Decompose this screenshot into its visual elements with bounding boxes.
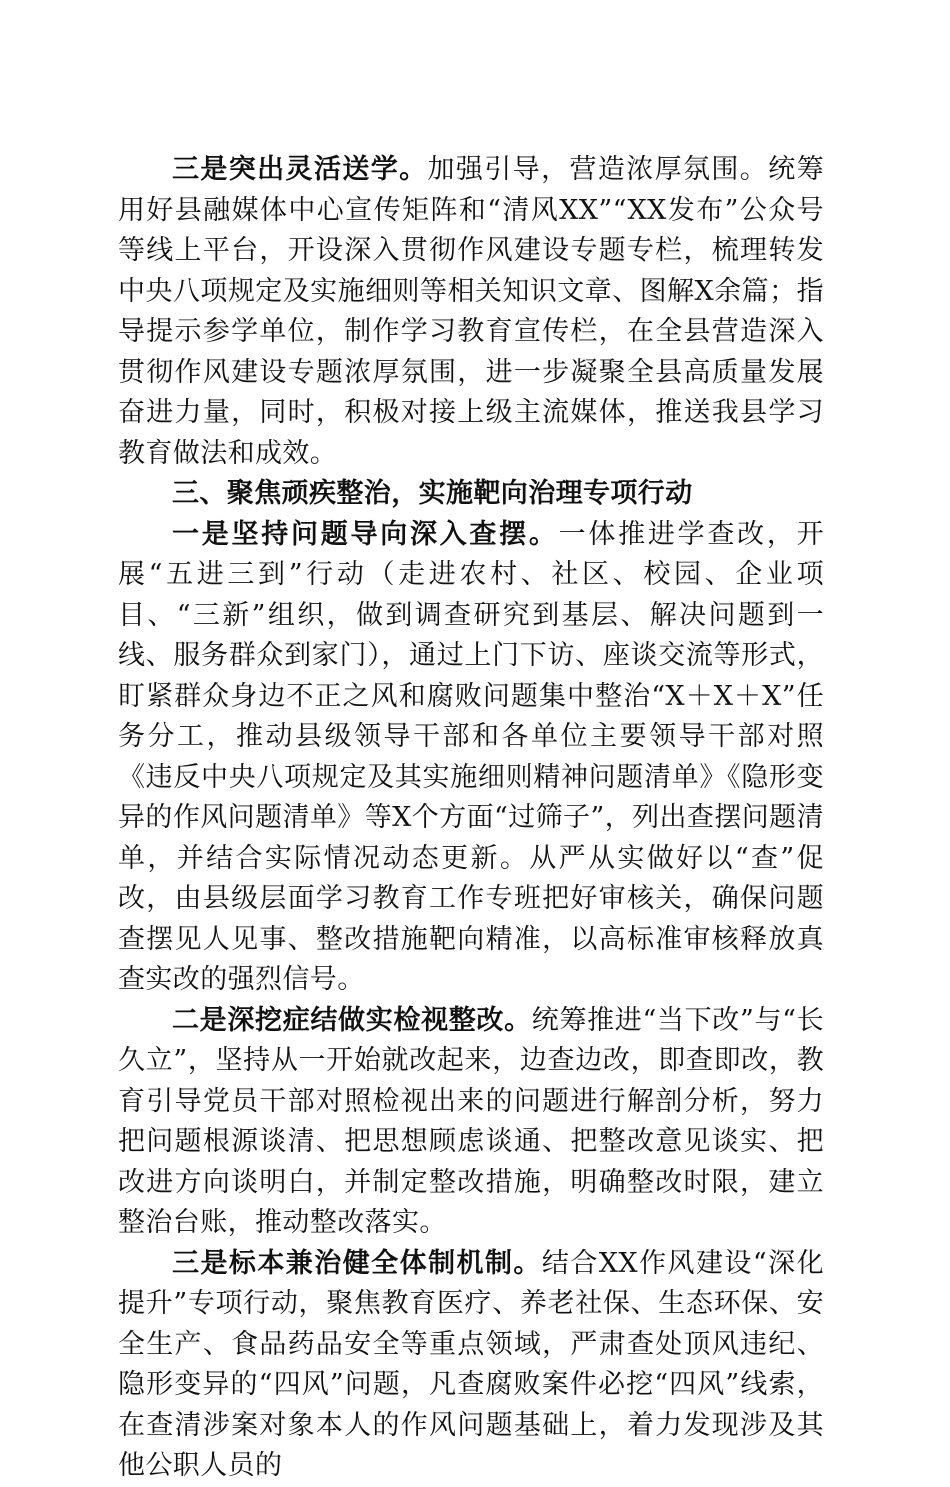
paragraph-rectification (118, 1001, 824, 1244)
paragraph-body: 结合XX作风建设“深化提升”专项行动，聚焦教育医疗、养老社保、生态环保、安全生产、食品药品安全等重点领域，严肃查处顶风违纪、隐形变异的“四风”问题，凡查腐败案件必挖“四风”线索，在查清涉案对象本人的作风问题基础上，着力发现涉及其他公职人员的 (118, 1247, 824, 1481)
document-page (118, 150, 824, 1487)
paragraph-mechanism (118, 1244, 824, 1487)
paragraph-body: 统筹推进“当下改”与“长久立”，坚持从一开始就改起来，边查边改，即查即改，教育引导党员干部对照检视出来的问题进行解剖分析，努力把问题根源谈清、把思想顾虑谈通、把整改意见谈实、把改进方向谈明白，并制定整改措施，明确整改时限，建立整治台账，推动整改落实。 (118, 1004, 824, 1238)
paragraph-lead: 三是标本兼治健全体制机制。 (172, 1247, 542, 1279)
paragraph-problem-oriented (118, 515, 824, 1001)
section-heading: 三、聚焦顽疾整治，实施靶向治理专项行动 (172, 478, 693, 509)
paragraph-body: 加强引导，营造浓厚氛围。统筹用好县融媒体中心宣传矩阵和“清风XX”“XX发布”公众号等线上平台，开设深入贯彻作风建设专题专栏，梳理转发中央八项规定及实施细则等相关知识文章、图解X余篇；指导提示参学单位，制作学习教育宣传栏，在全县营造深入贯彻作风建设专题浓厚氛围，进一步凝聚全县高质量发展奋进力量，同时，积极对接上级主流媒体，推送我县学习教育做法和成效。 (118, 154, 824, 469)
paragraph-lead: 三是突出灵活送学。 (172, 154, 428, 185)
paragraph-flexible-study (118, 150, 824, 474)
paragraph-lead: 二是深挖症结做实检视整改。 (172, 1004, 532, 1036)
paragraph-lead: 一是坚持问题导向深入查摆。 (172, 518, 559, 550)
paragraph-body: 一体推进学查改，开展“五进三到”行动（走进农村、社区、校园、企业项目、“三新”组织，做到调查研究到基层、解决问题到一线、服务群众到家门），通过上门下访、座谈交流等形式，盯紧群众身边不正之风和腐败问题集中整治“X＋X＋X”任务分工，推动县级领导干部和各单位主要领导干部对照《违反中央八项规定及其实施细则精神问题清单》《隐形变异的作风问题清单》等X个方面“过筛子”，列出查摆问题清单，并结合实际情况动态更新。从严从实做好以“查”促改，由县级层面学习教育工作专班把好审核关，确保问题查摆见人见事、整改措施靶向精准，以高标准审核释放真查实改的强烈信号。 (118, 518, 824, 995)
